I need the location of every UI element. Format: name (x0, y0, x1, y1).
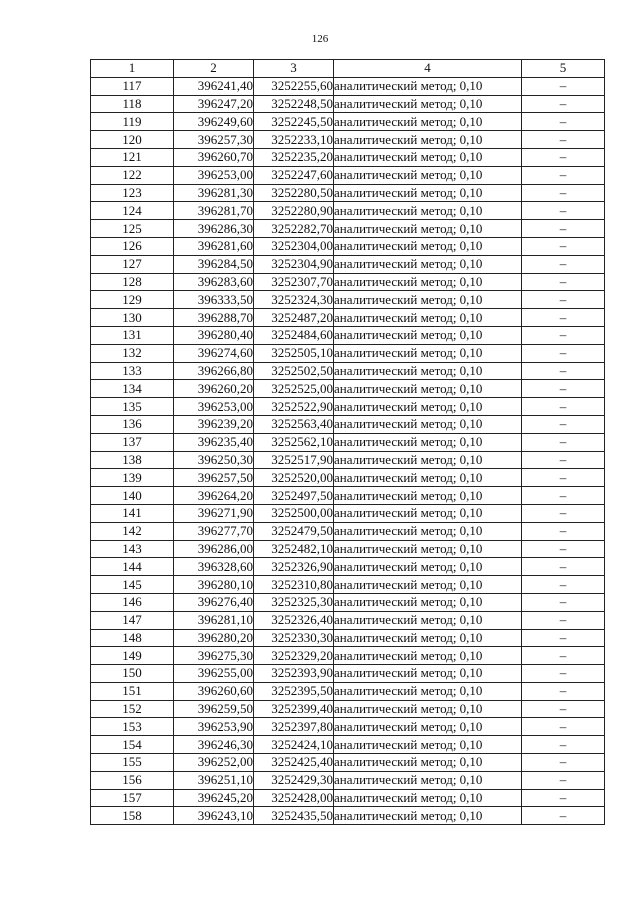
point-number-cell: 139 (91, 469, 174, 487)
method-accuracy-cell: аналитический метод; 0,10 (334, 700, 522, 718)
point-number-cell: 122 (91, 166, 174, 184)
method-accuracy-cell: аналитический метод; 0,10 (334, 433, 522, 451)
note-cell: – (522, 237, 605, 255)
y-coordinate-cell: 3252282,70 (254, 220, 334, 238)
coordinates-table (90, 59, 605, 825)
x-coordinate-cell: 396241,40 (174, 77, 254, 95)
y-coordinate-cell: 3252435,50 (254, 807, 334, 825)
table-row (91, 718, 605, 736)
table-row (91, 665, 605, 683)
column-header-3: 3 (254, 60, 334, 78)
point-number-cell: 148 (91, 629, 174, 647)
y-coordinate-cell: 3252525,00 (254, 380, 334, 398)
x-coordinate-cell: 396281,10 (174, 611, 254, 629)
y-coordinate-cell: 3252399,40 (254, 700, 334, 718)
point-number-cell: 128 (91, 273, 174, 291)
x-coordinate-cell: 396260,70 (174, 148, 254, 166)
y-coordinate-cell: 3252482,10 (254, 540, 334, 558)
point-number-cell: 138 (91, 451, 174, 469)
point-number-cell: 149 (91, 647, 174, 665)
method-accuracy-cell: аналитический метод; 0,10 (334, 415, 522, 433)
point-number-cell: 130 (91, 309, 174, 327)
point-number-cell: 153 (91, 718, 174, 736)
x-coordinate-cell: 396257,50 (174, 469, 254, 487)
method-accuracy-cell: аналитический метод; 0,10 (334, 184, 522, 202)
method-accuracy-cell: аналитический метод; 0,10 (334, 344, 522, 362)
point-number-cell: 134 (91, 380, 174, 398)
method-accuracy-cell: аналитический метод; 0,10 (334, 131, 522, 149)
y-coordinate-cell: 3252562,10 (254, 433, 334, 451)
table-row (91, 700, 605, 718)
header-row (91, 60, 605, 78)
point-number-cell: 127 (91, 255, 174, 273)
x-coordinate-cell: 396271,90 (174, 504, 254, 522)
table-row (91, 487, 605, 505)
y-coordinate-cell: 3252248,50 (254, 95, 334, 113)
method-accuracy-cell: аналитический метод; 0,10 (334, 166, 522, 184)
x-coordinate-cell: 396281,30 (174, 184, 254, 202)
table-row (91, 771, 605, 789)
method-accuracy-cell: аналитический метод; 0,10 (334, 629, 522, 647)
method-accuracy-cell: аналитический метод; 0,10 (334, 380, 522, 398)
table-row (91, 131, 605, 149)
table-row (91, 451, 605, 469)
note-cell: – (522, 593, 605, 611)
note-cell: – (522, 736, 605, 754)
note-cell: – (522, 398, 605, 416)
point-number-cell: 123 (91, 184, 174, 202)
method-accuracy-cell: аналитический метод; 0,10 (334, 754, 522, 772)
y-coordinate-cell: 3252397,80 (254, 718, 334, 736)
point-number-cell: 150 (91, 665, 174, 683)
x-coordinate-cell: 396235,40 (174, 433, 254, 451)
table-row (91, 754, 605, 772)
method-accuracy-cell: аналитический метод; 0,10 (334, 540, 522, 558)
y-coordinate-cell: 3252310,80 (254, 576, 334, 594)
note-cell: – (522, 380, 605, 398)
method-accuracy-cell: аналитический метод; 0,10 (334, 504, 522, 522)
x-coordinate-cell: 396280,20 (174, 629, 254, 647)
y-coordinate-cell: 3252235,20 (254, 148, 334, 166)
y-coordinate-cell: 3252520,00 (254, 469, 334, 487)
note-cell: – (522, 433, 605, 451)
point-number-cell: 146 (91, 593, 174, 611)
note-cell: – (522, 789, 605, 807)
table-row (91, 255, 605, 273)
point-number-cell: 140 (91, 487, 174, 505)
x-coordinate-cell: 396275,30 (174, 647, 254, 665)
method-accuracy-cell: аналитический метод; 0,10 (334, 469, 522, 487)
method-accuracy-cell: аналитический метод; 0,10 (334, 682, 522, 700)
method-accuracy-cell: аналитический метод; 0,10 (334, 611, 522, 629)
page-number: 126 (311, 33, 329, 45)
note-cell: – (522, 576, 605, 594)
table-body (91, 77, 605, 824)
method-accuracy-cell: аналитический метод; 0,10 (334, 576, 522, 594)
x-coordinate-cell: 396246,30 (174, 736, 254, 754)
y-coordinate-cell: 3252307,70 (254, 273, 334, 291)
point-number-cell: 124 (91, 202, 174, 220)
point-number-cell: 151 (91, 682, 174, 700)
note-cell: – (522, 665, 605, 683)
table-row (91, 736, 605, 754)
method-accuracy-cell: аналитический метод; 0,10 (334, 558, 522, 576)
x-coordinate-cell: 396247,20 (174, 95, 254, 113)
y-coordinate-cell: 3252563,40 (254, 415, 334, 433)
note-cell: – (522, 540, 605, 558)
method-accuracy-cell: аналитический метод; 0,10 (334, 665, 522, 683)
table-row (91, 789, 605, 807)
column-header-1: 1 (91, 60, 174, 78)
table-row (91, 184, 605, 202)
method-accuracy-cell: аналитический метод; 0,10 (334, 771, 522, 789)
note-cell: – (522, 682, 605, 700)
y-coordinate-cell: 3252393,90 (254, 665, 334, 683)
table-row (91, 344, 605, 362)
x-coordinate-cell: 396284,50 (174, 255, 254, 273)
table-row (91, 682, 605, 700)
x-coordinate-cell: 396251,10 (174, 771, 254, 789)
note-cell: – (522, 558, 605, 576)
point-number-cell: 135 (91, 398, 174, 416)
table-row (91, 148, 605, 166)
table-row (91, 309, 605, 327)
method-accuracy-cell: аналитический метод; 0,10 (334, 291, 522, 309)
point-number-cell: 152 (91, 700, 174, 718)
table-row (91, 95, 605, 113)
note-cell: – (522, 807, 605, 825)
y-coordinate-cell: 3252326,40 (254, 611, 334, 629)
x-coordinate-cell: 396260,20 (174, 380, 254, 398)
y-coordinate-cell: 3252484,60 (254, 326, 334, 344)
y-coordinate-cell: 3252329,20 (254, 647, 334, 665)
x-coordinate-cell: 396283,60 (174, 273, 254, 291)
note-cell: – (522, 504, 605, 522)
x-coordinate-cell: 396250,30 (174, 451, 254, 469)
point-number-cell: 126 (91, 237, 174, 255)
method-accuracy-cell: аналитический метод; 0,10 (334, 487, 522, 505)
method-accuracy-cell: аналитический метод; 0,10 (334, 202, 522, 220)
note-cell: – (522, 754, 605, 772)
note-cell: – (522, 647, 605, 665)
method-accuracy-cell: аналитический метод; 0,10 (334, 95, 522, 113)
y-coordinate-cell: 3252304,90 (254, 255, 334, 273)
column-header-2: 2 (174, 60, 254, 78)
table-row (91, 202, 605, 220)
point-number-cell: 145 (91, 576, 174, 594)
y-coordinate-cell: 3252502,50 (254, 362, 334, 380)
point-number-cell: 131 (91, 326, 174, 344)
note-cell: – (522, 291, 605, 309)
y-coordinate-cell: 3252304,00 (254, 237, 334, 255)
note-cell: – (522, 469, 605, 487)
x-coordinate-cell: 396276,40 (174, 593, 254, 611)
method-accuracy-cell: аналитический метод; 0,10 (334, 273, 522, 291)
table-row (91, 522, 605, 540)
table-row (91, 576, 605, 594)
x-coordinate-cell: 396264,20 (174, 487, 254, 505)
x-coordinate-cell: 396274,60 (174, 344, 254, 362)
table-row (91, 398, 605, 416)
method-accuracy-cell: аналитический метод; 0,10 (334, 789, 522, 807)
method-accuracy-cell: аналитический метод; 0,10 (334, 148, 522, 166)
x-coordinate-cell: 396259,50 (174, 700, 254, 718)
note-cell: – (522, 362, 605, 380)
note-cell: – (522, 522, 605, 540)
note-cell: – (522, 77, 605, 95)
point-number-cell: 119 (91, 113, 174, 131)
x-coordinate-cell: 396333,50 (174, 291, 254, 309)
x-coordinate-cell: 396286,30 (174, 220, 254, 238)
x-coordinate-cell: 396260,60 (174, 682, 254, 700)
method-accuracy-cell: аналитический метод; 0,10 (334, 647, 522, 665)
x-coordinate-cell: 396286,00 (174, 540, 254, 558)
y-coordinate-cell: 3252330,30 (254, 629, 334, 647)
note-cell: – (522, 273, 605, 291)
x-coordinate-cell: 396257,30 (174, 131, 254, 149)
table-row (91, 326, 605, 344)
point-number-cell: 144 (91, 558, 174, 576)
x-coordinate-cell: 396253,00 (174, 398, 254, 416)
note-cell: – (522, 148, 605, 166)
table-row (91, 558, 605, 576)
point-number-cell: 117 (91, 77, 174, 95)
column-header-4: 4 (334, 60, 522, 78)
method-accuracy-cell: аналитический метод; 0,10 (334, 736, 522, 754)
y-coordinate-cell: 3252479,50 (254, 522, 334, 540)
y-coordinate-cell: 3252428,00 (254, 789, 334, 807)
x-coordinate-cell: 396281,70 (174, 202, 254, 220)
method-accuracy-cell: аналитический метод; 0,10 (334, 807, 522, 825)
note-cell: – (522, 415, 605, 433)
method-accuracy-cell: аналитический метод; 0,10 (334, 593, 522, 611)
point-number-cell: 143 (91, 540, 174, 558)
x-coordinate-cell: 396277,70 (174, 522, 254, 540)
note-cell: – (522, 718, 605, 736)
y-coordinate-cell: 3252247,60 (254, 166, 334, 184)
point-number-cell: 158 (91, 807, 174, 825)
y-coordinate-cell: 3252517,90 (254, 451, 334, 469)
note-cell: – (522, 166, 605, 184)
x-coordinate-cell: 396255,00 (174, 665, 254, 683)
y-coordinate-cell: 3252325,30 (254, 593, 334, 611)
note-cell: – (522, 220, 605, 238)
x-coordinate-cell: 396266,80 (174, 362, 254, 380)
note-cell: – (522, 771, 605, 789)
method-accuracy-cell: аналитический метод; 0,10 (334, 326, 522, 344)
note-cell: – (522, 451, 605, 469)
table-row (91, 593, 605, 611)
note-cell: – (522, 487, 605, 505)
table-row (91, 540, 605, 558)
point-number-cell: 157 (91, 789, 174, 807)
note-cell: – (522, 184, 605, 202)
y-coordinate-cell: 3252326,90 (254, 558, 334, 576)
x-coordinate-cell: 396239,20 (174, 415, 254, 433)
point-number-cell: 137 (91, 433, 174, 451)
table-row (91, 77, 605, 95)
x-coordinate-cell: 396249,60 (174, 113, 254, 131)
method-accuracy-cell: аналитический метод; 0,10 (334, 255, 522, 273)
point-number-cell: 141 (91, 504, 174, 522)
method-accuracy-cell: аналитический метод; 0,10 (334, 77, 522, 95)
point-number-cell: 133 (91, 362, 174, 380)
y-coordinate-cell: 3252280,50 (254, 184, 334, 202)
y-coordinate-cell: 3252233,10 (254, 131, 334, 149)
point-number-cell: 120 (91, 131, 174, 149)
note-cell: – (522, 326, 605, 344)
table-row (91, 629, 605, 647)
point-number-cell: 125 (91, 220, 174, 238)
note-cell: – (522, 255, 605, 273)
method-accuracy-cell: аналитический метод; 0,10 (334, 522, 522, 540)
point-number-cell: 118 (91, 95, 174, 113)
x-coordinate-cell: 396280,10 (174, 576, 254, 594)
x-coordinate-cell: 396328,60 (174, 558, 254, 576)
x-coordinate-cell: 396281,60 (174, 237, 254, 255)
method-accuracy-cell: аналитический метод; 0,10 (334, 398, 522, 416)
note-cell: – (522, 344, 605, 362)
note-cell: – (522, 95, 605, 113)
table-row (91, 220, 605, 238)
y-coordinate-cell: 3252424,10 (254, 736, 334, 754)
y-coordinate-cell: 3252245,50 (254, 113, 334, 131)
x-coordinate-cell: 396245,20 (174, 789, 254, 807)
note-cell: – (522, 700, 605, 718)
x-coordinate-cell: 396253,90 (174, 718, 254, 736)
method-accuracy-cell: аналитический метод; 0,10 (334, 309, 522, 327)
table-row (91, 807, 605, 825)
x-coordinate-cell: 396243,10 (174, 807, 254, 825)
point-number-cell: 136 (91, 415, 174, 433)
table-row (91, 504, 605, 522)
point-number-cell: 155 (91, 754, 174, 772)
y-coordinate-cell: 3252429,30 (254, 771, 334, 789)
note-cell: – (522, 202, 605, 220)
y-coordinate-cell: 3252324,30 (254, 291, 334, 309)
method-accuracy-cell: аналитический метод; 0,10 (334, 718, 522, 736)
note-cell: – (522, 113, 605, 131)
table-row (91, 647, 605, 665)
x-coordinate-cell: 396252,00 (174, 754, 254, 772)
x-coordinate-cell: 396280,40 (174, 326, 254, 344)
point-number-cell: 147 (91, 611, 174, 629)
table-row (91, 291, 605, 309)
x-coordinate-cell: 396253,00 (174, 166, 254, 184)
y-coordinate-cell: 3252505,10 (254, 344, 334, 362)
y-coordinate-cell: 3252522,90 (254, 398, 334, 416)
table-row (91, 166, 605, 184)
column-header-5: 5 (522, 60, 605, 78)
table-row (91, 469, 605, 487)
note-cell: – (522, 611, 605, 629)
point-number-cell: 132 (91, 344, 174, 362)
table-row (91, 237, 605, 255)
method-accuracy-cell: аналитический метод; 0,10 (334, 113, 522, 131)
point-number-cell: 142 (91, 522, 174, 540)
point-number-cell: 156 (91, 771, 174, 789)
x-coordinate-cell: 396288,70 (174, 309, 254, 327)
y-coordinate-cell: 3252425,40 (254, 754, 334, 772)
point-number-cell: 129 (91, 291, 174, 309)
table-row (91, 611, 605, 629)
table-row (91, 362, 605, 380)
y-coordinate-cell: 3252487,20 (254, 309, 334, 327)
method-accuracy-cell: аналитический метод; 0,10 (334, 220, 522, 238)
point-number-cell: 121 (91, 148, 174, 166)
y-coordinate-cell: 3252500,00 (254, 504, 334, 522)
table-row (91, 113, 605, 131)
table-row (91, 415, 605, 433)
note-cell: – (522, 309, 605, 327)
method-accuracy-cell: аналитический метод; 0,10 (334, 451, 522, 469)
table-row (91, 380, 605, 398)
method-accuracy-cell: аналитический метод; 0,10 (334, 237, 522, 255)
table-row (91, 433, 605, 451)
note-cell: – (522, 131, 605, 149)
y-coordinate-cell: 3252497,50 (254, 487, 334, 505)
method-accuracy-cell: аналитический метод; 0,10 (334, 362, 522, 380)
y-coordinate-cell: 3252255,60 (254, 77, 334, 95)
point-number-cell: 154 (91, 736, 174, 754)
y-coordinate-cell: 3252280,90 (254, 202, 334, 220)
note-cell: – (522, 629, 605, 647)
table-row (91, 273, 605, 291)
y-coordinate-cell: 3252395,50 (254, 682, 334, 700)
